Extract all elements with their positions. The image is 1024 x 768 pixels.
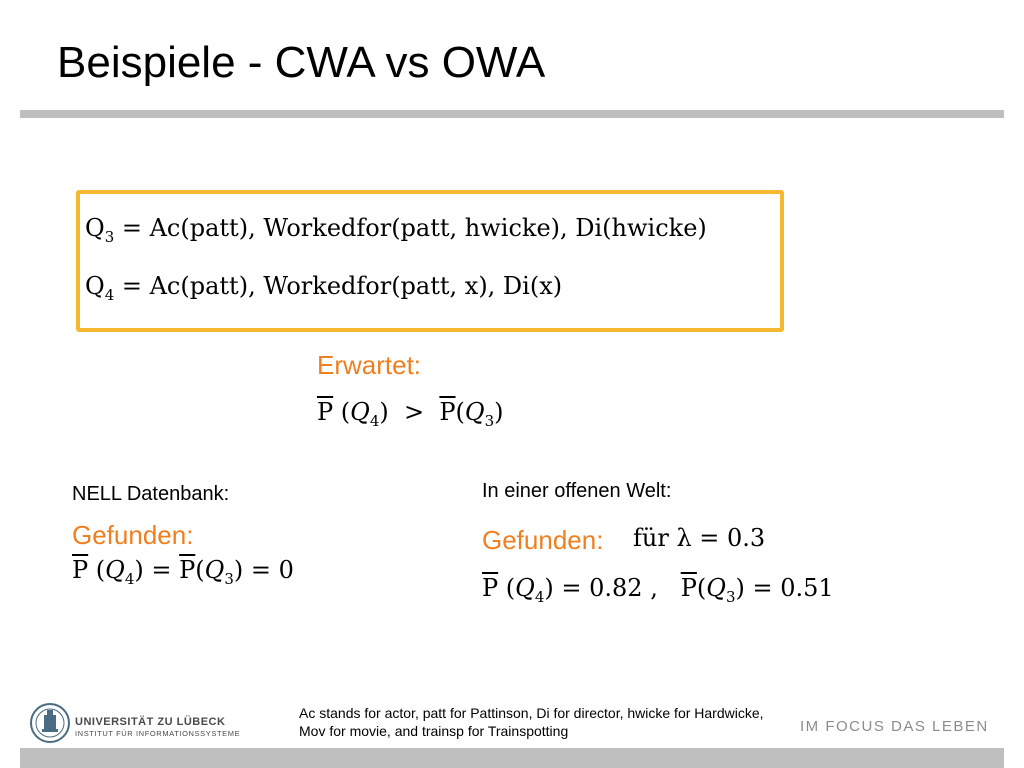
nell-result-value: 0 — [278, 556, 294, 584]
university-logo — [30, 700, 241, 746]
query-q4 — [85, 272, 562, 304]
q3-name: Q — [85, 214, 105, 242]
expected-formula: $\overline{P}$ $(Q_4) > \overline{P}(Q_3)$ — [317, 398, 504, 430]
open-world-result: $\overline{P}$ $(Q_4) = 0.82$ , $\overline{P}(Q_3) = 0.51$ — [482, 574, 834, 606]
q4-name: Q — [85, 272, 105, 300]
greater-than: > — [404, 398, 425, 426]
nell-label: NELL Datenbank: — [72, 483, 230, 505]
expected-label: Erwartet: — [317, 350, 422, 380]
slogan: IM FOCUS DAS LEBEN — [800, 718, 989, 735]
footnote: Ac stands for actor, patt for Pattinson, Di for director, hwicke for Hardwicke, Mov for movie, and trainsp for Trainspotting — [299, 705, 764, 739]
q3-index: 3 — [104, 227, 115, 246]
bottom-bar — [20, 748, 1004, 768]
q4-body: = Ac(patt), Workedfor(patt, x), Di(x) — [114, 272, 563, 300]
q3-body: = Ac(patt), Workedfor(patt, hwicke), Di(hwicke) — [114, 214, 707, 242]
q4-index: 4 — [104, 285, 115, 304]
p3-value: 0.51 — [780, 574, 834, 602]
nell-result: $\overline{P}$ $(Q_4) = \overline{P}(Q_3) = 0$ — [72, 556, 294, 588]
slide-title: Beispiele - CWA vs OWA — [57, 38, 546, 87]
nell-found-label: Gefunden: — [72, 520, 194, 550]
open-world-found-label: Gefunden: — [482, 525, 604, 555]
query-box — [76, 190, 784, 332]
query-q3 — [85, 214, 707, 246]
lambda-value: für λ = 0.3 — [633, 524, 766, 552]
title-divider — [20, 110, 1004, 118]
open-world-label: In einer offenen Welt: — [482, 480, 672, 502]
university-seal-icon — [30, 700, 72, 746]
university-name: UNIVERSITÄT ZU LÜBECK — [75, 716, 226, 728]
p4-value: 0.82 — [589, 574, 643, 602]
institute-name: INSTITUT FÜR INFORMATIONSSYSTEME — [75, 729, 241, 738]
